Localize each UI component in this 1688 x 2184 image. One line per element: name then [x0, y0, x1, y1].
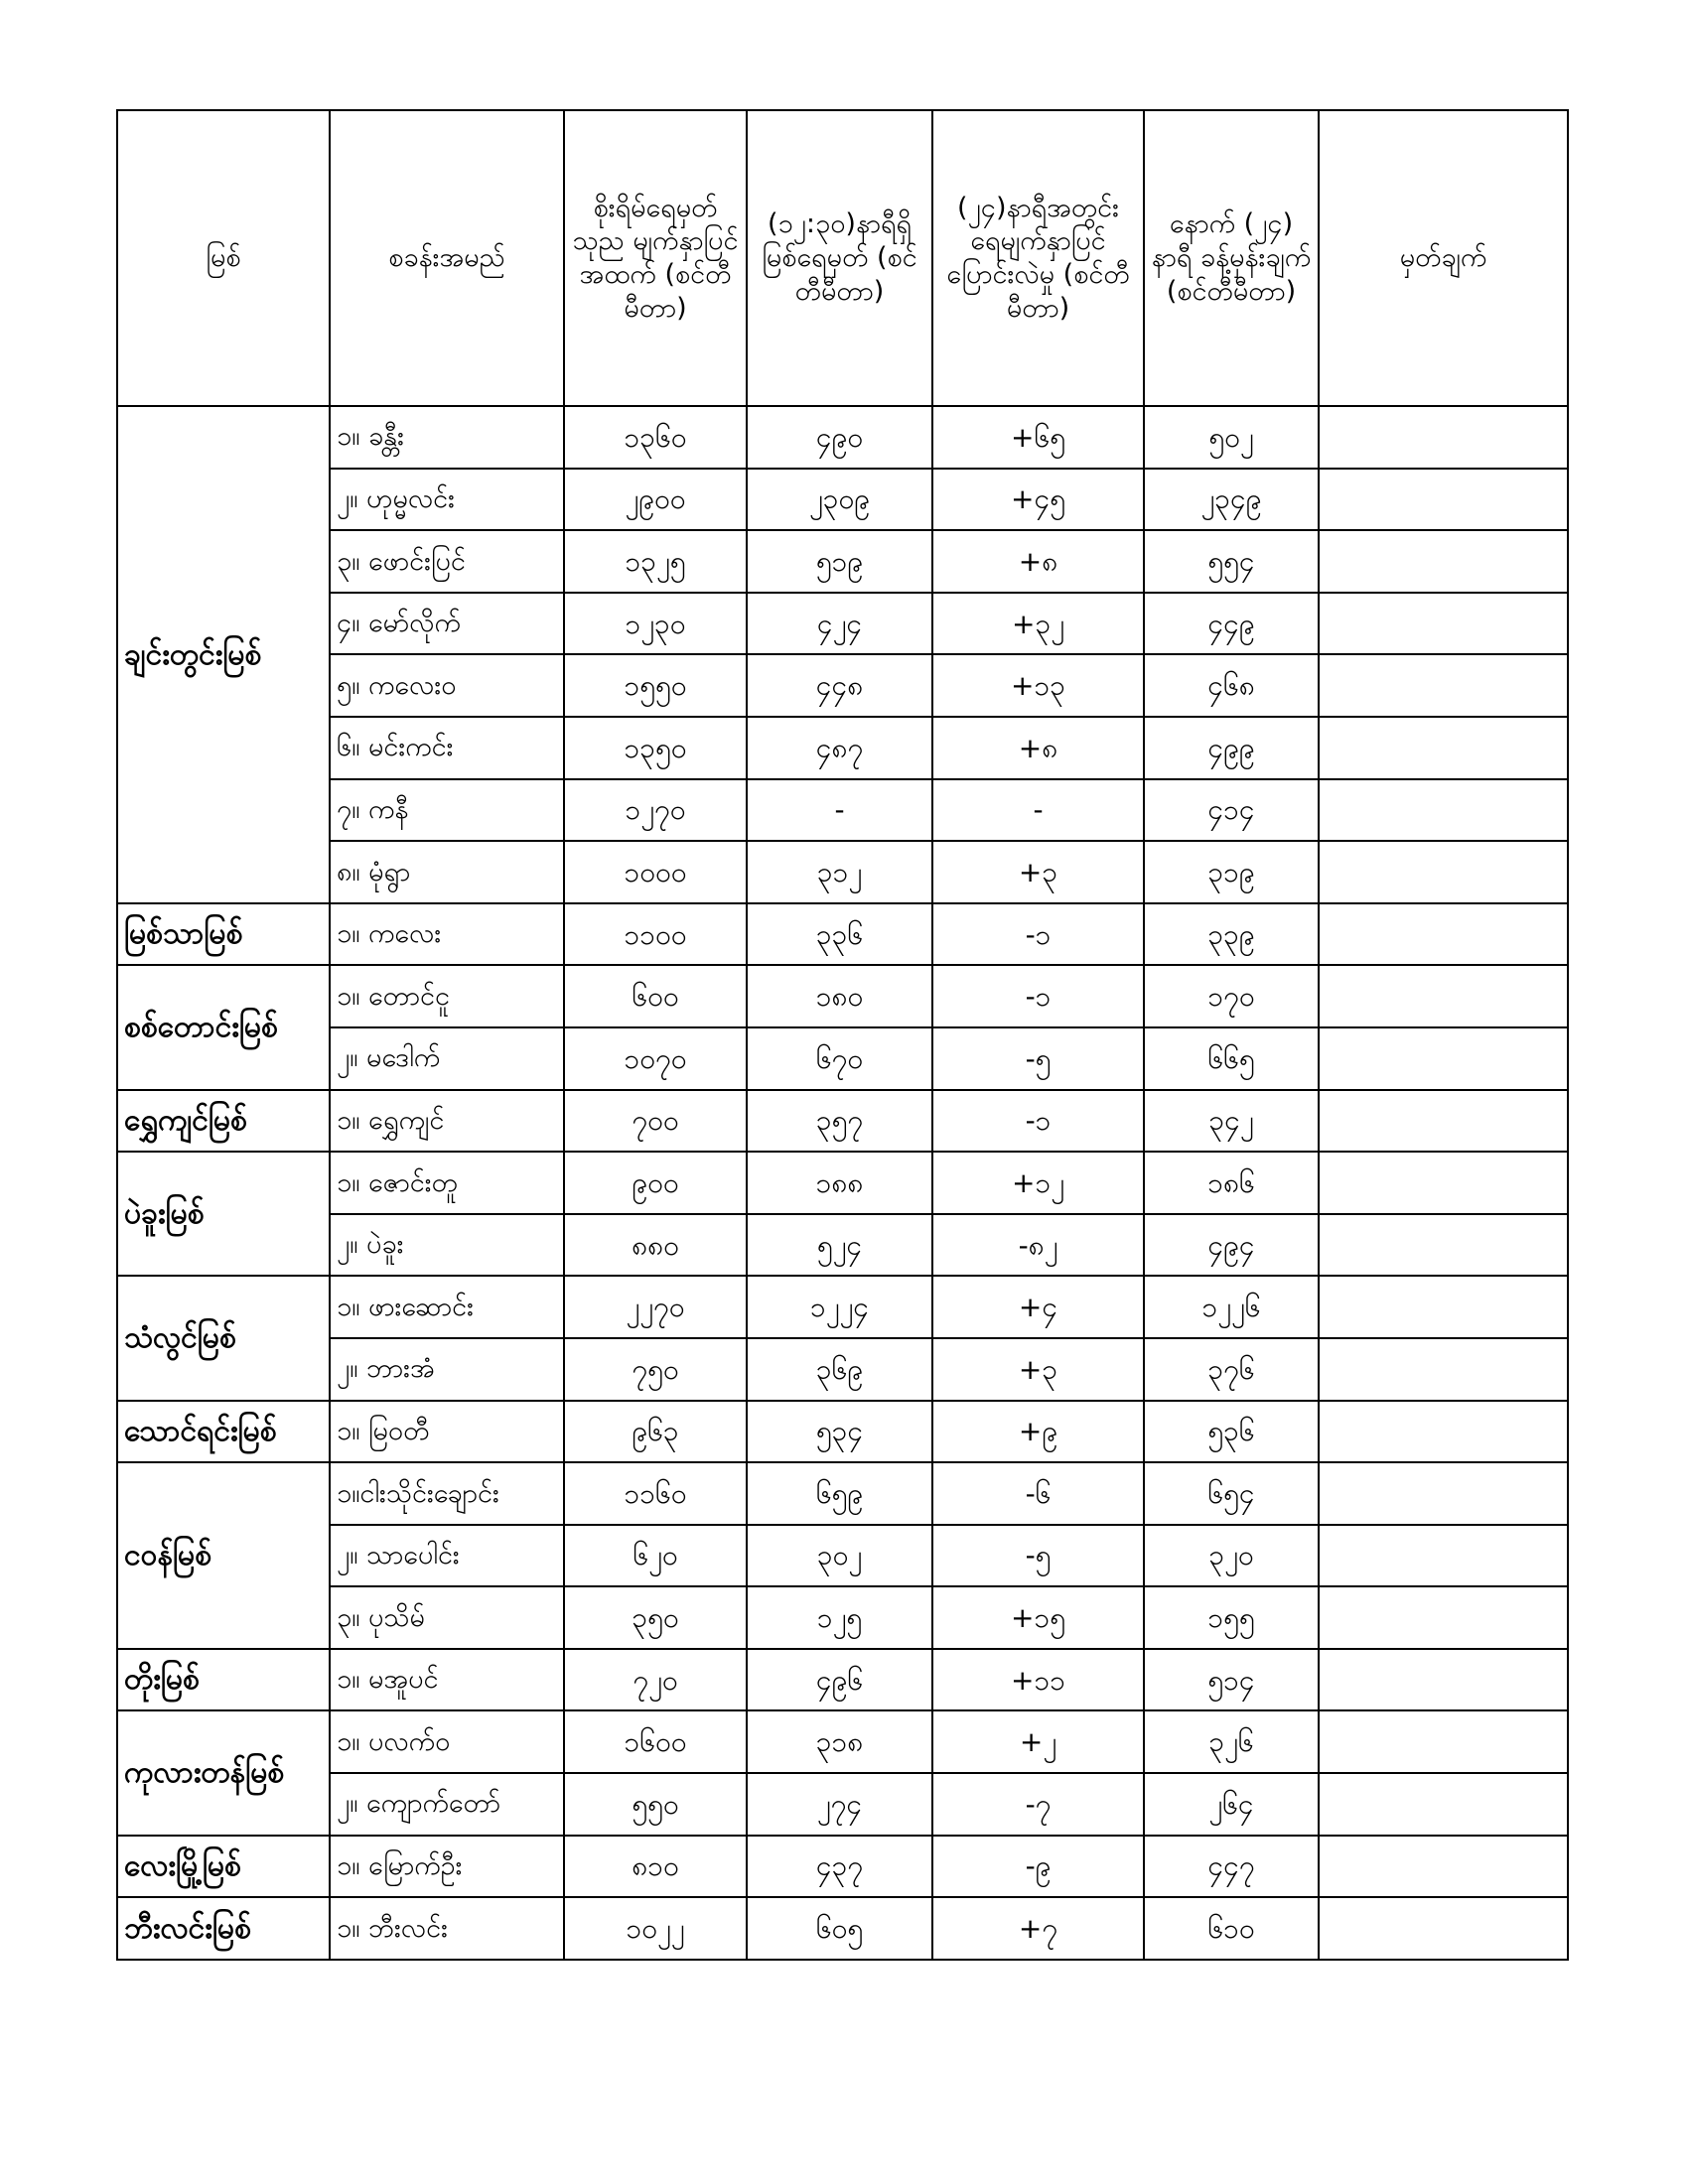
forecast-cell: ၆၁၀	[1144, 1897, 1319, 1960]
table-row	[117, 1586, 1568, 1649]
river-name: မြစ်သာမြစ်	[117, 903, 330, 966]
river-name: သံလွင်မြစ်	[117, 1276, 330, 1400]
table-row	[117, 1401, 1568, 1463]
station-name: ၂။ ကျောက်တော်	[330, 1773, 564, 1836]
current-level-cell: ၁၈၀	[747, 965, 932, 1027]
station-name: ၈။ မုံရွာ	[330, 841, 564, 903]
change-cell: +၃	[932, 1338, 1144, 1401]
station-name: ၂။ ဘားအံ	[330, 1338, 564, 1401]
river-name: ကုလားတန်မြစ်	[117, 1710, 330, 1835]
current-level-cell: ၄၉၆	[747, 1649, 932, 1711]
remark-cell	[1319, 1152, 1568, 1214]
forecast-cell: ၄၁၄	[1144, 779, 1319, 842]
danger-level-cell: ၅၅၀	[564, 1773, 747, 1836]
change-cell: +၈	[932, 530, 1144, 593]
forecast-cell: ၂၆၄	[1144, 1773, 1319, 1836]
remark-cell	[1319, 1214, 1568, 1277]
table-row	[117, 841, 1568, 903]
table-row	[117, 1525, 1568, 1587]
remark-cell	[1319, 1276, 1568, 1338]
header-row	[117, 110, 1568, 406]
current-level-cell: ၅၂၄	[747, 1214, 932, 1277]
river-name: ဘီးလင်းမြစ်	[117, 1897, 330, 1960]
table-row	[117, 530, 1568, 593]
forecast-cell: ၃၄၂	[1144, 1090, 1319, 1153]
river-name: တိုးမြစ်	[117, 1649, 330, 1711]
change-cell: +၁၂	[932, 1152, 1144, 1214]
change-cell: -၆	[932, 1462, 1144, 1525]
station-name: ၇။ ကနီ	[330, 779, 564, 842]
change-cell: -၅	[932, 1525, 1144, 1587]
table-row	[117, 1338, 1568, 1401]
change-cell: +၁၅	[932, 1586, 1144, 1649]
station-name: ၁။ မြဝတီ	[330, 1401, 564, 1463]
danger-level-cell: ၁၅၅၀	[564, 654, 747, 717]
forecast-cell: ၁၇၀	[1144, 965, 1319, 1027]
current-level-cell: ၃၁၈	[747, 1710, 932, 1773]
table-row	[117, 654, 1568, 717]
table-row	[117, 1710, 1568, 1773]
forecast-cell: ၃၂၆	[1144, 1710, 1319, 1773]
remark-cell	[1319, 1462, 1568, 1525]
table-row	[117, 1649, 1568, 1711]
header-forecast: နောက် (၂၄) နာရီ ခန့်မှန်းချက် (စင်တီမီတာ)	[1144, 110, 1319, 406]
station-name: ၁။ ဘီးလင်း	[330, 1897, 564, 1960]
remark-cell	[1319, 1649, 1568, 1711]
forecast-cell: ၆၅၄	[1144, 1462, 1319, 1525]
danger-level-cell: ၁၃၅၀	[564, 717, 747, 779]
danger-level-cell: ၁၁၆၀	[564, 1462, 747, 1525]
danger-level-cell: ၁၁၀၀	[564, 903, 747, 966]
danger-level-cell: ၆၀၀	[564, 965, 747, 1027]
header-current-level: (၁၂:၃၀)နာရီရှိ မြစ်ရေမှတ် (စင်တီမီတာ)	[747, 110, 932, 406]
forecast-cell: ၅၁၄	[1144, 1649, 1319, 1711]
danger-level-cell: ၇၅၀	[564, 1338, 747, 1401]
table-row	[117, 1773, 1568, 1836]
table-row	[117, 779, 1568, 842]
change-cell: +၈	[932, 717, 1144, 779]
table-row	[117, 593, 1568, 655]
danger-level-cell: ၈၈၀	[564, 1214, 747, 1277]
forecast-cell: ၃၃၉	[1144, 903, 1319, 966]
remark-cell	[1319, 654, 1568, 717]
table-row	[117, 1090, 1568, 1153]
table-row	[117, 965, 1568, 1027]
change-cell: -၁	[932, 965, 1144, 1027]
forecast-cell: ၃၂၀	[1144, 1525, 1319, 1587]
current-level-cell: ၃၅၇	[747, 1090, 932, 1153]
change-cell: +၃	[932, 841, 1144, 903]
current-level-cell: ၄၈၇	[747, 717, 932, 779]
danger-level-cell: ၁၃၆၀	[564, 406, 747, 469]
remark-cell	[1319, 1525, 1568, 1587]
station-name: ၃။ ပုသိမ်	[330, 1586, 564, 1649]
station-name: ၁။ မအူပင်	[330, 1649, 564, 1711]
river-name: သောင်ရင်းမြစ်	[117, 1401, 330, 1463]
station-name: ၁။ ဖားဆောင်း	[330, 1276, 564, 1338]
table-header	[117, 110, 1568, 406]
station-name: ၂။ ဟုမ္မလင်း	[330, 469, 564, 531]
table-row	[117, 1027, 1568, 1090]
change-cell: +၁၃	[932, 654, 1144, 717]
change-cell: -၁	[932, 1090, 1144, 1153]
remark-cell	[1319, 717, 1568, 779]
change-cell: +၄၅	[932, 469, 1144, 531]
header-24h-change: (၂၄)နာရီအတွင်း ရေမျက်နှာပြင် ပြောင်းလဲမှု (စင်တီမီတာ)	[932, 110, 1144, 406]
forecast-cell: ၆၆၅	[1144, 1027, 1319, 1090]
station-name: ၃။ ဖောင်းပြင်	[330, 530, 564, 593]
remark-cell	[1319, 1401, 1568, 1463]
current-level-cell: ၅၁၉	[747, 530, 932, 593]
forecast-cell: ၅၀၂	[1144, 406, 1319, 469]
remark-cell	[1319, 779, 1568, 842]
current-level-cell: ၁၂၂၄	[747, 1276, 932, 1338]
river-name: စစ်တောင်းမြစ်	[117, 965, 330, 1089]
table-row	[117, 406, 1568, 469]
change-cell: -၁	[932, 903, 1144, 966]
current-level-cell: ၃၀၂	[747, 1525, 932, 1587]
river-name: ငဝန်မြစ်	[117, 1462, 330, 1649]
remark-cell	[1319, 406, 1568, 469]
current-level-cell: ၆၀၅	[747, 1897, 932, 1960]
danger-level-cell: ၉၆၃	[564, 1401, 747, 1463]
remark-cell	[1319, 1027, 1568, 1090]
current-level-cell: ၃၁၂	[747, 841, 932, 903]
forecast-cell: ၁၂၂၆	[1144, 1276, 1319, 1338]
remark-cell	[1319, 1897, 1568, 1960]
header-station: စခန်းအမည်	[330, 110, 564, 406]
station-name: ၁။ ရွှေကျင်	[330, 1090, 564, 1153]
danger-level-cell: ၂၂၇၀	[564, 1276, 747, 1338]
station-name: ၁။ငါးသိုင်းချောင်း	[330, 1462, 564, 1525]
current-level-cell: ၅၃၄	[747, 1401, 932, 1463]
danger-level-cell: ၂၉၀၀	[564, 469, 747, 531]
change-cell: -၉	[932, 1836, 1144, 1898]
danger-level-cell: ၃၅၀	[564, 1586, 747, 1649]
current-level-cell: -	[747, 779, 932, 842]
forecast-cell: ၅၅၄	[1144, 530, 1319, 593]
table-row	[117, 903, 1568, 966]
header-remark: မှတ်ချက်	[1319, 110, 1568, 406]
forecast-cell: ၅၃၆	[1144, 1401, 1319, 1463]
table-row	[117, 717, 1568, 779]
table-body	[117, 406, 1568, 1960]
change-cell: -၅	[932, 1027, 1144, 1090]
current-level-cell: ၆၅၉	[747, 1462, 932, 1525]
header-danger-level: စိုးရိမ်ရေမှတ် သုည မျက်နှာပြင် အထက် (စင်တီမီတာ)	[564, 110, 747, 406]
forecast-cell: ၄၆၈	[1144, 654, 1319, 717]
danger-level-cell: ၁၂၃၀	[564, 593, 747, 655]
station-name: ၂။ ပဲခူး	[330, 1214, 564, 1277]
danger-level-cell: ၁၀၂၂	[564, 1897, 747, 1960]
station-name: ၄။ မော်လိုက်	[330, 593, 564, 655]
table-row	[117, 469, 1568, 531]
change-cell: -၈၂	[932, 1214, 1144, 1277]
change-cell: -၇	[932, 1773, 1144, 1836]
change-cell: +၁၁	[932, 1649, 1144, 1711]
remark-cell	[1319, 965, 1568, 1027]
current-level-cell: ၄၄၈	[747, 654, 932, 717]
remark-cell	[1319, 1586, 1568, 1649]
station-name: ၆။ မင်းကင်း	[330, 717, 564, 779]
forecast-cell: ၁၅၅	[1144, 1586, 1319, 1649]
remark-cell	[1319, 593, 1568, 655]
station-name: ၁။ ကလေး	[330, 903, 564, 966]
change-cell: +၆၅	[932, 406, 1144, 469]
change-cell: +၉	[932, 1401, 1144, 1463]
river-name: ချင်းတွင်းမြစ်	[117, 406, 330, 903]
station-name: ၁။ ဇောင်းတူ	[330, 1152, 564, 1214]
forecast-cell: ၄၉၉	[1144, 717, 1319, 779]
danger-level-cell: ၉၀၀	[564, 1152, 747, 1214]
forecast-cell: ၃၁၉	[1144, 841, 1319, 903]
station-name: ၁။ ပလက်ဝ	[330, 1710, 564, 1773]
danger-level-cell: ၈၁၀	[564, 1836, 747, 1898]
remark-cell	[1319, 1773, 1568, 1836]
danger-level-cell: ၁၆၀၀	[564, 1710, 747, 1773]
current-level-cell: ၃၆၉	[747, 1338, 932, 1401]
current-level-cell: ၂၇၄	[747, 1773, 932, 1836]
forecast-cell: ၁၈၆	[1144, 1152, 1319, 1214]
table-row	[117, 1152, 1568, 1214]
forecast-cell: ၃၇၆	[1144, 1338, 1319, 1401]
change-cell: +၇	[932, 1897, 1144, 1960]
danger-level-cell: ၇၀၀	[564, 1090, 747, 1153]
station-name: ၁။ တောင်ငူ	[330, 965, 564, 1027]
remark-cell	[1319, 903, 1568, 966]
current-level-cell: ၁၂၅	[747, 1586, 932, 1649]
danger-level-cell: ၁၀၇၀	[564, 1027, 747, 1090]
danger-level-cell: ၁၂၇၀	[564, 779, 747, 842]
table-row	[117, 1276, 1568, 1338]
station-name: ၂။ သာပေါင်း	[330, 1525, 564, 1587]
danger-level-cell: ၇၂၀	[564, 1649, 747, 1711]
header-river: မြစ်	[117, 110, 330, 406]
forecast-cell: ၄၄၉	[1144, 593, 1319, 655]
remark-cell	[1319, 1338, 1568, 1401]
remark-cell	[1319, 1836, 1568, 1898]
forecast-cell: ၄၄၇	[1144, 1836, 1319, 1898]
station-name: ၂။ မဒေါက်	[330, 1027, 564, 1090]
current-level-cell: ၆၇၀	[747, 1027, 932, 1090]
change-cell: +၄	[932, 1276, 1144, 1338]
table-row	[117, 1462, 1568, 1525]
change-cell: -	[932, 779, 1144, 842]
remark-cell	[1319, 469, 1568, 531]
remark-cell	[1319, 1710, 1568, 1773]
station-name: ၅။ ကလေးဝ	[330, 654, 564, 717]
current-level-cell: ၃၃၆	[747, 903, 932, 966]
station-name: ၁။ မြောက်ဦး	[330, 1836, 564, 1898]
river-name: ပဲခူးမြစ်	[117, 1152, 330, 1276]
danger-level-cell: ၆၂၀	[564, 1525, 747, 1587]
current-level-cell: ၁၈၈	[747, 1152, 932, 1214]
change-cell: +၃၂	[932, 593, 1144, 655]
danger-level-cell: ၁၀၀၀	[564, 841, 747, 903]
current-level-cell: ၄၂၄	[747, 593, 932, 655]
remark-cell	[1319, 530, 1568, 593]
current-level-cell: ၄၃၇	[747, 1836, 932, 1898]
table-row	[117, 1897, 1568, 1960]
table-row	[117, 1214, 1568, 1277]
change-cell: +၂	[932, 1710, 1144, 1773]
forecast-cell: ၂၃၄၉	[1144, 469, 1319, 531]
station-name: ၁။ ခန္တီး	[330, 406, 564, 469]
river-name: လေးမြို့မြစ်	[117, 1836, 330, 1898]
danger-level-cell: ၁၃၂၅	[564, 530, 747, 593]
river-level-table	[116, 109, 1569, 1961]
remark-cell	[1319, 1090, 1568, 1153]
table-row	[117, 1836, 1568, 1898]
current-level-cell: ၂၃၀၉	[747, 469, 932, 531]
current-level-cell: ၄၉၀	[747, 406, 932, 469]
remark-cell	[1319, 841, 1568, 903]
river-name: ရွှေကျင်မြစ်	[117, 1090, 330, 1153]
forecast-cell: ၄၉၄	[1144, 1214, 1319, 1277]
